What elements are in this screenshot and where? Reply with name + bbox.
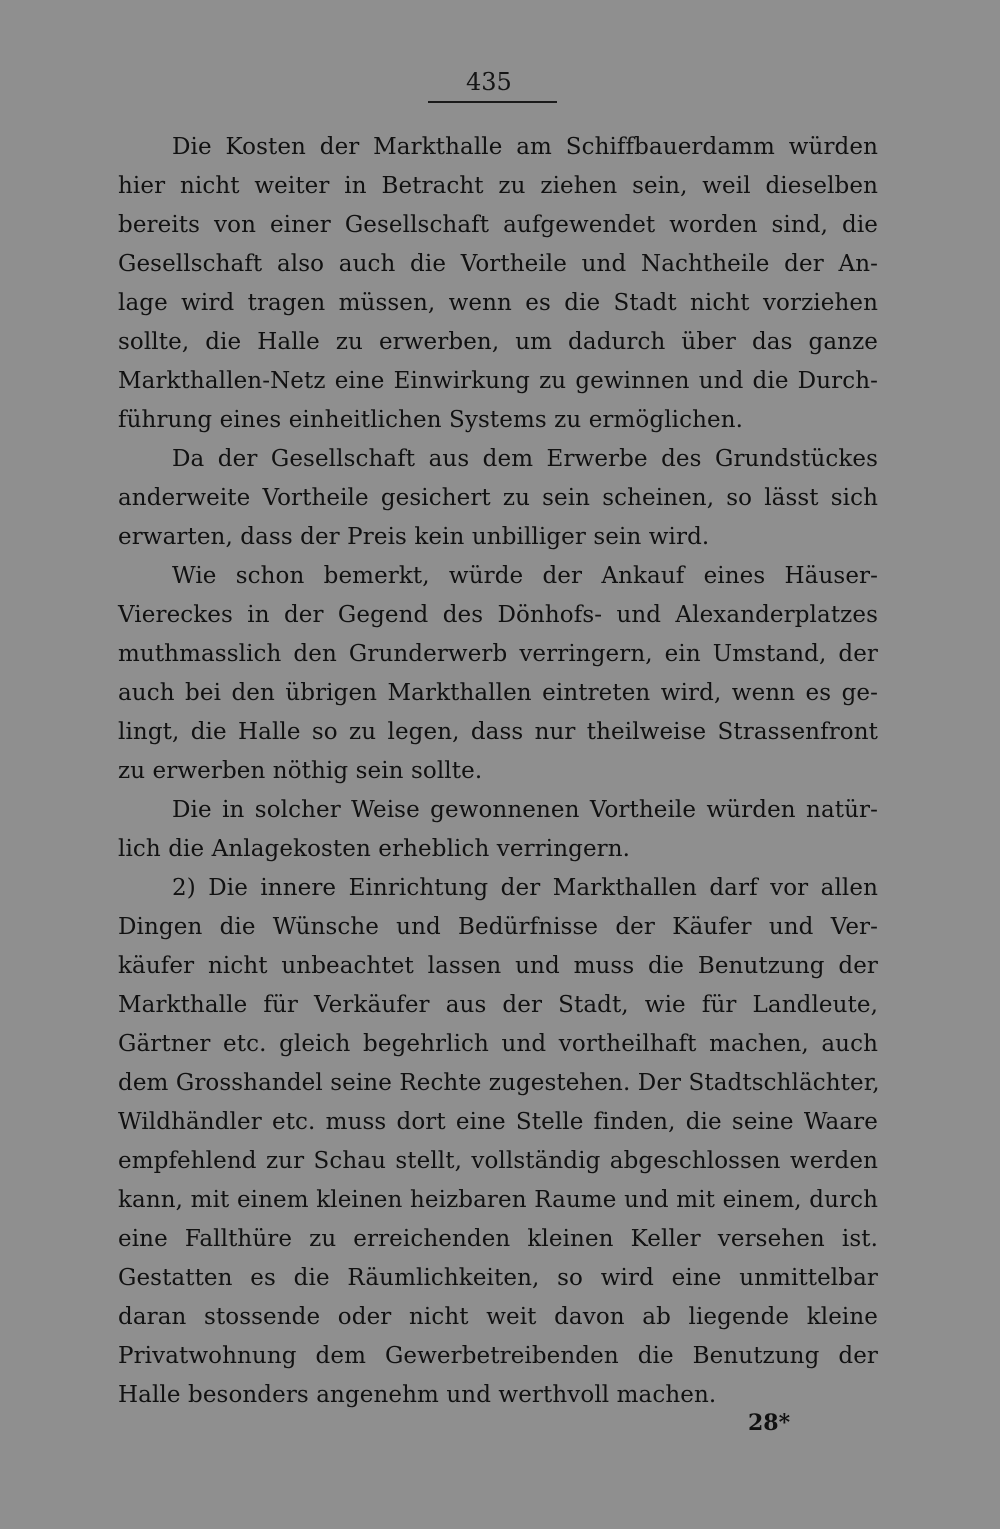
printer-signature: 28*: [748, 1410, 791, 1436]
text-line: eine Fallthüre zu erreichenden kleinen Keller versehen ist.: [118, 1226, 878, 1252]
text-line: Viereckes in der Gegend des Dönhofs- und Alexanderplatzes: [118, 602, 878, 628]
text-line: Die in solcher Weise gewonnenen Vortheile würden natür-: [172, 797, 878, 823]
text-line: anderweite Vortheile gesichert zu sein scheinen, so lässt sich: [118, 485, 878, 511]
page-number: 435: [466, 68, 512, 96]
text-line: Privatwohnung dem Gewerbetreibenden die Benutzung der: [118, 1343, 878, 1369]
text-line: empfehlend zur Schau stellt, vollständig abgeschlossen werden: [118, 1148, 878, 1174]
text-line: lich die Anlagekosten erheblich verringern.: [118, 836, 631, 862]
text-line: auch bei den übrigen Markthallen eintreten wird, wenn es ge-: [118, 680, 878, 706]
text-line: lage wird tragen müssen, wenn es die Stadt nicht vorziehen: [118, 290, 878, 316]
body-text: [118, 128, 878, 1415]
text-line: Gesellschaft also auch die Vortheile und Nachtheile der An-: [118, 251, 878, 277]
text-line: daran stossende oder nicht weit davon ab liegende kleine: [118, 1304, 878, 1330]
text-line: hier nicht weiter in Betracht zu ziehen sein, weil dieselben: [118, 173, 878, 199]
header-rule: [428, 101, 557, 103]
text-line: Wildhändler etc. muss dort eine Stelle finden, die seine Waare: [118, 1109, 878, 1135]
text-line: Da der Gesellschaft aus dem Erwerbe des Grundstückes: [172, 446, 878, 472]
text-line: Gestatten es die Räumlichkeiten, so wird eine unmittelbar: [118, 1265, 878, 1291]
text-line: Markthallen-Netz eine Einwirkung zu gewinnen und die Durch-: [118, 368, 878, 394]
text-line: Halle besonders angenehm und werthvoll machen.: [118, 1382, 717, 1408]
text-line: führung eines einheitlichen Systems zu ermöglichen.: [118, 407, 744, 433]
text-line: dem Grosshandel seine Rechte zugestehen. Der Stadtschlächter,: [118, 1070, 880, 1096]
text-line: 2) Die innere Einrichtung der Markthallen darf vor allen: [172, 875, 878, 901]
text-line: Wie schon bemerkt, würde der Ankauf eines Häuser-: [172, 563, 878, 589]
text-line: kann, mit einem kleinen heizbaren Raume und mit einem, durch: [118, 1187, 878, 1213]
text-line: Gärtner etc. gleich begehrlich und vortheilhaft machen, auch: [118, 1031, 878, 1057]
text-line: sollte, die Halle zu erwerben, um dadurch über das ganze: [118, 329, 878, 355]
text-line: muthmasslich den Grunderwerb verringern, ein Umstand, der: [118, 641, 878, 667]
text-line: bereits von einer Gesellschaft aufgewendet worden sind, die: [118, 212, 878, 238]
text-line: Die Kosten der Markthalle am Schiffbauerdamm würden: [172, 134, 878, 160]
text-line: Markthalle für Verkäufer aus der Stadt, wie für Landleute,: [118, 992, 878, 1018]
text-line: zu erwerben nöthig sein sollte.: [118, 758, 483, 784]
text-line: käufer nicht unbeachtet lassen und muss die Benutzung der: [118, 953, 878, 979]
text-line: Dingen die Wünsche und Bedürfnisse der Käufer und Ver-: [118, 914, 878, 940]
text-line: lingt, die Halle so zu legen, dass nur theilweise Strassenfront: [118, 719, 878, 745]
text-line: erwarten, dass der Preis kein unbilliger sein wird.: [118, 524, 710, 550]
